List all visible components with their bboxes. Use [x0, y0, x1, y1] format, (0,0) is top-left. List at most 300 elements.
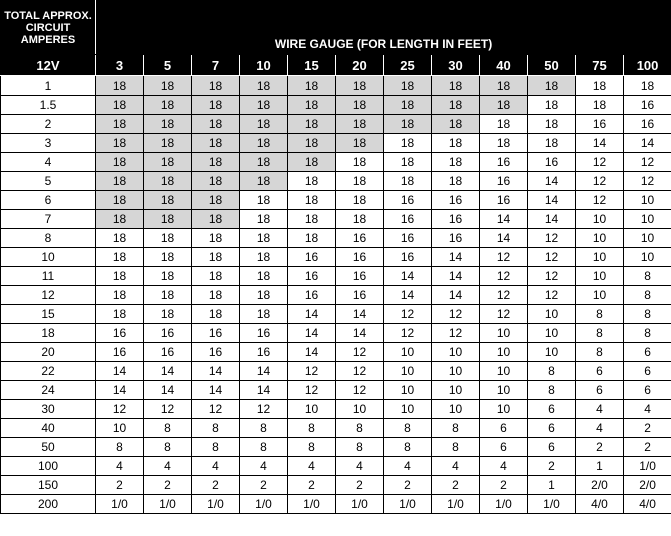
gauge-cell: 16: [336, 286, 384, 305]
gauge-cell: 8: [192, 438, 240, 457]
gauge-cell: 1/0: [240, 495, 288, 514]
gauge-cell: 18: [576, 76, 624, 96]
gauge-cell: 18: [192, 286, 240, 305]
gauge-cell: 10: [432, 400, 480, 419]
gauge-cell: 10: [384, 400, 432, 419]
gauge-cell: 18: [96, 76, 144, 96]
gauge-cell: 2: [384, 476, 432, 495]
gauge-cell: 4/0: [624, 495, 671, 514]
amperes-cell: 40: [1, 419, 96, 438]
gauge-cell: 2: [96, 476, 144, 495]
gauge-cell: 12: [576, 153, 624, 172]
table-row: [1, 76, 671, 96]
gauge-cell: 4: [480, 457, 528, 476]
gauge-cell: 18: [192, 210, 240, 229]
gauge-cell: 2: [336, 476, 384, 495]
gauge-cell: 12: [336, 343, 384, 362]
length-header-20: 20: [336, 55, 384, 76]
title-row: [1, 1, 671, 55]
amperes-cell: 15: [1, 305, 96, 324]
amperes-cell: 1: [1, 76, 96, 96]
length-header-75: 75: [576, 55, 624, 76]
gauge-cell: 18: [336, 153, 384, 172]
amperes-header: [1, 1, 96, 55]
gauge-cell: 8: [336, 438, 384, 457]
table-row: [1, 153, 671, 172]
voltage-label: 12V: [1, 55, 96, 76]
length-header-100: 100: [624, 55, 671, 76]
gauge-cell: 14: [288, 305, 336, 324]
gauge-cell: 4: [96, 457, 144, 476]
gauge-cell: 16: [624, 96, 671, 115]
gauge-cell: 18: [192, 76, 240, 96]
gauge-cell: 18: [432, 172, 480, 191]
gauge-cell: 10: [576, 229, 624, 248]
gauge-cell: 12: [240, 400, 288, 419]
gauge-cell: 10: [576, 286, 624, 305]
gauge-cell: 8: [288, 419, 336, 438]
gauge-cell: 4: [240, 457, 288, 476]
gauge-cell: 18: [96, 305, 144, 324]
gauge-cell: 16: [336, 229, 384, 248]
gauge-cell: 14: [480, 229, 528, 248]
amperes-cell: 10: [1, 248, 96, 267]
table-row: [1, 343, 671, 362]
table-row: [1, 210, 671, 229]
gauge-cell: 2: [624, 419, 671, 438]
gauge-cell: 18: [240, 153, 288, 172]
amperes-cell: 200: [1, 495, 96, 514]
gauge-cell: 18: [240, 76, 288, 96]
gauge-cell: 16: [288, 286, 336, 305]
gauge-cell: 12: [432, 305, 480, 324]
table-row: [1, 324, 671, 343]
gauge-cell: 18: [96, 96, 144, 115]
gauge-cell: 16: [144, 343, 192, 362]
amperes-cell: 3: [1, 134, 96, 153]
gauge-cell: 16: [384, 210, 432, 229]
gauge-cell: 16: [240, 324, 288, 343]
gauge-cell: 4: [384, 457, 432, 476]
length-header-10: 10: [240, 55, 288, 76]
gauge-cell: 18: [96, 172, 144, 191]
gauge-cell: 8: [288, 438, 336, 457]
gauge-cell: 18: [240, 267, 288, 286]
gauge-cell: 2: [624, 438, 671, 457]
gauge-cell: 12: [336, 362, 384, 381]
gauge-cell: 14: [96, 362, 144, 381]
gauge-cell: 16: [336, 248, 384, 267]
gauge-cell: 12: [528, 248, 576, 267]
gauge-cell: 18: [144, 134, 192, 153]
gauge-cell: 14: [240, 381, 288, 400]
gauge-cell: 12: [384, 324, 432, 343]
gauge-cell: 1/0: [288, 495, 336, 514]
gauge-cell: 18: [144, 191, 192, 210]
table-row: [1, 381, 671, 400]
gauge-cell: 18: [144, 76, 192, 96]
gauge-cell: 18: [144, 305, 192, 324]
gauge-cell: 12: [384, 305, 432, 324]
gauge-cell: 12: [480, 305, 528, 324]
gauge-cell: 10: [624, 229, 671, 248]
gauge-cell: 8: [528, 362, 576, 381]
gauge-cell: 18: [192, 267, 240, 286]
table-row: [1, 362, 671, 381]
table-row: [1, 229, 671, 248]
gauge-cell: 18: [528, 76, 576, 96]
amperes-cell: 4: [1, 153, 96, 172]
table-row: [1, 305, 671, 324]
gauge-cell: 8: [384, 438, 432, 457]
gauge-cell: 8: [144, 419, 192, 438]
gauge-cell: 10: [432, 362, 480, 381]
gauge-cell: 6: [624, 362, 671, 381]
gauge-cell: 4/0: [576, 495, 624, 514]
gauge-cell: 2: [528, 457, 576, 476]
gauge-cell: 10: [528, 305, 576, 324]
gauge-cell: 4: [336, 457, 384, 476]
gauge-cell: 10: [624, 191, 671, 210]
gauge-cell: 18: [336, 76, 384, 96]
gauge-cell: 18: [192, 305, 240, 324]
table-row: [1, 476, 671, 495]
gauge-cell: 10: [528, 343, 576, 362]
gauge-cell: 6: [576, 362, 624, 381]
gauge-cell: 18: [336, 172, 384, 191]
table-row: [1, 495, 671, 514]
gauge-cell: 10: [384, 343, 432, 362]
gauge-cell: 12: [144, 400, 192, 419]
gauge-cell: 12: [480, 248, 528, 267]
amperes-cell: 50: [1, 438, 96, 457]
amperes-cell: 100: [1, 457, 96, 476]
table-row: [1, 134, 671, 153]
gauge-cell: 8: [576, 305, 624, 324]
gauge-cell: 10: [480, 381, 528, 400]
gauge-cell: 14: [432, 286, 480, 305]
amperes-cell: 18: [1, 324, 96, 343]
gauge-cell: 14: [336, 305, 384, 324]
gauge-cell: 18: [288, 115, 336, 134]
gauge-cell: 16: [480, 172, 528, 191]
gauge-cell: 8: [240, 438, 288, 457]
gauge-cell: 8: [528, 381, 576, 400]
gauge-cell: 18: [96, 191, 144, 210]
amperes-cell: 20: [1, 343, 96, 362]
gauge-cell: 14: [432, 248, 480, 267]
gauge-cell: 18: [336, 210, 384, 229]
gauge-cell: 10: [336, 400, 384, 419]
gauge-cell: 14: [576, 134, 624, 153]
amperes-cell: 7: [1, 210, 96, 229]
length-header-40: 40: [480, 55, 528, 76]
gauge-cell: 18: [528, 96, 576, 115]
gauge-cell: 8: [624, 267, 671, 286]
gauge-cell: 18: [144, 248, 192, 267]
gauge-cell: 18: [384, 96, 432, 115]
amperes-cell: 150: [1, 476, 96, 495]
gauge-cell: 14: [336, 324, 384, 343]
gauge-cell: 18: [624, 76, 671, 96]
amperes-cell: 11: [1, 267, 96, 286]
amperes-cell: 12: [1, 286, 96, 305]
gauge-cell: 10: [576, 267, 624, 286]
gauge-cell: 18: [240, 210, 288, 229]
gauge-cell: 16: [240, 343, 288, 362]
gauge-cell: 1/0: [192, 495, 240, 514]
gauge-cell: 8: [192, 419, 240, 438]
gauge-cell: 18: [240, 115, 288, 134]
gauge-cell: 2/0: [576, 476, 624, 495]
gauge-cell: 18: [96, 153, 144, 172]
gauge-cell: 8: [240, 419, 288, 438]
gauge-cell: 10: [624, 210, 671, 229]
gauge-cell: 2: [192, 476, 240, 495]
table-row: [1, 96, 671, 115]
gauge-cell: 6: [480, 438, 528, 457]
gauge-cell: 16: [576, 115, 624, 134]
gauge-cell: 10: [432, 381, 480, 400]
gauge-cell: 18: [384, 134, 432, 153]
amperes-cell: 30: [1, 400, 96, 419]
gauge-cell: 18: [192, 172, 240, 191]
gauge-cell: 10: [480, 324, 528, 343]
gauge-cell: 18: [288, 153, 336, 172]
gauge-cell: 18: [240, 96, 288, 115]
gauge-cell: 12: [624, 172, 671, 191]
gauge-cell: 14: [192, 362, 240, 381]
gauge-cell: 16: [384, 191, 432, 210]
gauge-cell: 18: [480, 96, 528, 115]
amperes-cell: 22: [1, 362, 96, 381]
gauge-cell: 12: [528, 229, 576, 248]
gauge-cell: 8: [96, 438, 144, 457]
gauge-cell: 18: [384, 115, 432, 134]
gauge-cell: 10: [288, 400, 336, 419]
gauge-cell: 16: [432, 210, 480, 229]
gauge-cell: 8: [624, 286, 671, 305]
gauge-cell: 18: [288, 229, 336, 248]
gauge-cell: 18: [144, 153, 192, 172]
gauge-cell: 16: [432, 191, 480, 210]
gauge-cell: 16: [192, 343, 240, 362]
gauge-cell: 14: [432, 267, 480, 286]
gauge-cell: 18: [240, 172, 288, 191]
gauge-cell: 8: [432, 438, 480, 457]
gauge-cell: 10: [576, 248, 624, 267]
gauge-cell: 2: [480, 476, 528, 495]
gauge-cell: 16: [96, 324, 144, 343]
gauge-cell: 1/0: [528, 495, 576, 514]
gauge-cell: 14: [240, 362, 288, 381]
gauge-cell: 18: [288, 191, 336, 210]
amperes-header-line: CIRCUIT: [25, 21, 71, 34]
gauge-cell: 1/0: [96, 495, 144, 514]
gauge-cell: 18: [144, 172, 192, 191]
gauge-cell: 14: [96, 381, 144, 400]
gauge-cell: 18: [192, 115, 240, 134]
gauge-cell: 4: [192, 457, 240, 476]
gauge-cell: 18: [192, 134, 240, 153]
gauge-cell: 4: [432, 457, 480, 476]
gauge-cell: 10: [384, 381, 432, 400]
table-row: [1, 457, 671, 476]
gauge-cell: 6: [528, 438, 576, 457]
gauge-cell: 8: [624, 324, 671, 343]
gauge-cell: 12: [288, 381, 336, 400]
gauge-cell: 14: [528, 191, 576, 210]
gauge-cell: 18: [576, 96, 624, 115]
gauge-cell: 16: [288, 248, 336, 267]
gauge-cell: 1/0: [432, 495, 480, 514]
gauge-cell: 16: [96, 343, 144, 362]
gauge-cell: 14: [144, 381, 192, 400]
gauge-cell: 16: [384, 229, 432, 248]
length-header-15: 15: [288, 55, 336, 76]
gauge-cell: 2: [240, 476, 288, 495]
gauge-cell: 10: [384, 362, 432, 381]
gauge-cell: 18: [336, 191, 384, 210]
gauge-cell: 6: [480, 419, 528, 438]
gauge-cell: 2/0: [624, 476, 671, 495]
gauge-cell: 18: [480, 76, 528, 96]
gauge-cell: 18: [336, 96, 384, 115]
table-row: [1, 286, 671, 305]
gauge-cell: 10: [480, 362, 528, 381]
gauge-cell: 8: [144, 438, 192, 457]
gauge-cell: 12: [480, 267, 528, 286]
gauge-cell: 18: [384, 172, 432, 191]
length-header-5: 5: [144, 55, 192, 76]
gauge-cell: 18: [240, 248, 288, 267]
gauge-cell: 18: [192, 248, 240, 267]
gauge-cell: 14: [144, 362, 192, 381]
length-header-50: 50: [528, 55, 576, 76]
gauge-cell: 16: [384, 248, 432, 267]
gauge-cell: 18: [96, 134, 144, 153]
gauge-cell: 18: [288, 96, 336, 115]
gauge-cell: 12: [624, 153, 671, 172]
amperes-cell: 1.5: [1, 96, 96, 115]
gauge-cell: 1/0: [384, 495, 432, 514]
gauge-cell: 12: [528, 286, 576, 305]
gauge-cell: 16: [528, 153, 576, 172]
gauge-cell: 18: [96, 286, 144, 305]
gauge-cell: 4: [144, 457, 192, 476]
gauge-cell: 18: [192, 191, 240, 210]
gauge-cell: 4: [576, 419, 624, 438]
gauge-cell: 1: [576, 457, 624, 476]
amperes-cell: 6: [1, 191, 96, 210]
gauge-cell: 16: [480, 191, 528, 210]
gauge-cell: 10: [432, 343, 480, 362]
gauge-cell: 18: [144, 229, 192, 248]
table-row: [1, 267, 671, 286]
table-row: [1, 115, 671, 134]
gauge-cell: 18: [192, 229, 240, 248]
gauge-cell: 4: [288, 457, 336, 476]
gauge-cell: 10: [528, 324, 576, 343]
gauge-cell: 2: [288, 476, 336, 495]
wire-gauge-header: WIRE GAUGE (FOR LENGTH IN FEET): [96, 1, 671, 55]
gauge-cell: 18: [144, 267, 192, 286]
gauge-cell: 12: [528, 267, 576, 286]
gauge-cell: 18: [432, 76, 480, 96]
gauge-cell: 18: [432, 96, 480, 115]
gauge-cell: 18: [240, 134, 288, 153]
gauge-cell: 12: [96, 400, 144, 419]
gauge-cell: 16: [432, 229, 480, 248]
gauge-cell: 18: [144, 210, 192, 229]
gauge-cell: 18: [384, 76, 432, 96]
gauge-cell: 1: [528, 476, 576, 495]
gauge-cell: 14: [288, 343, 336, 362]
gauge-cell: 18: [384, 153, 432, 172]
gauge-cell: 10: [480, 343, 528, 362]
gauge-cell: 8: [576, 324, 624, 343]
gauge-cell: 18: [96, 115, 144, 134]
gauge-cell: 2: [144, 476, 192, 495]
gauge-cell: 12: [432, 324, 480, 343]
gauge-cell: 14: [384, 286, 432, 305]
gauge-cell: 18: [240, 229, 288, 248]
gauge-cell: 18: [432, 115, 480, 134]
amperes-cell: 8: [1, 229, 96, 248]
amperes-cell: 24: [1, 381, 96, 400]
gauge-cell: 16: [624, 115, 671, 134]
gauge-cell: 18: [144, 115, 192, 134]
amperes-cell: 2: [1, 115, 96, 134]
gauge-cell: 12: [576, 191, 624, 210]
amperes-header-line: TOTAL APPROX.: [4, 9, 92, 22]
gauge-cell: 18: [432, 134, 480, 153]
gauge-cell: 16: [192, 324, 240, 343]
gauge-cell: 12: [192, 400, 240, 419]
gauge-cell: 10: [96, 419, 144, 438]
gauge-cell: 6: [528, 419, 576, 438]
gauge-cell: 1/0: [480, 495, 528, 514]
gauge-cell: 12: [480, 286, 528, 305]
gauge-cell: 8: [384, 419, 432, 438]
gauge-cell: 18: [96, 229, 144, 248]
gauge-cell: 18: [96, 267, 144, 286]
gauge-cell: 18: [288, 172, 336, 191]
gauge-cell: 18: [144, 96, 192, 115]
gauge-cell: 14: [528, 210, 576, 229]
table-row: [1, 191, 671, 210]
gauge-cell: 18: [336, 134, 384, 153]
table-row: [1, 248, 671, 267]
gauge-cell: 1/0: [336, 495, 384, 514]
amperes-cell: 5: [1, 172, 96, 191]
amperes-header-line: AMPERES: [20, 33, 76, 46]
gauge-cell: 6: [624, 343, 671, 362]
gauge-cell: 2: [432, 476, 480, 495]
gauge-cell: 4: [624, 400, 671, 419]
gauge-cell: 10: [480, 400, 528, 419]
length-header-7: 7: [192, 55, 240, 76]
gauge-cell: 14: [480, 210, 528, 229]
gauge-cell: 18: [192, 153, 240, 172]
gauge-cell: 6: [576, 381, 624, 400]
gauge-cell: 18: [480, 115, 528, 134]
gauge-cell: 6: [528, 400, 576, 419]
gauge-cell: 18: [288, 76, 336, 96]
gauge-cell: 18: [96, 210, 144, 229]
gauge-cell: 18: [240, 286, 288, 305]
gauge-cell: 18: [528, 115, 576, 134]
